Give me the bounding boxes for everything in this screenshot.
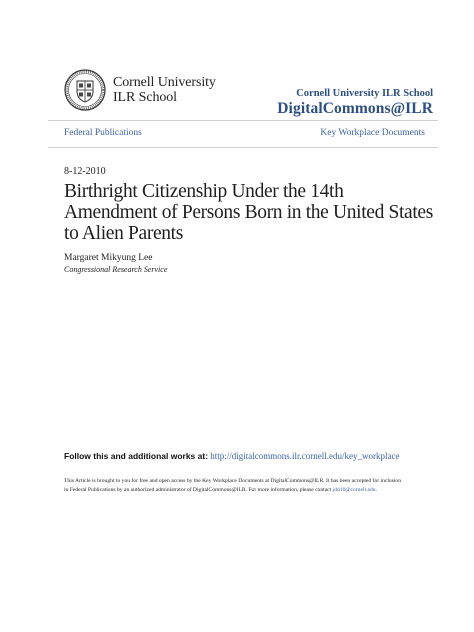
notice-line-2	[64, 486, 424, 495]
logo-school-name: ILR School	[113, 90, 177, 105]
cornell-seal-icon	[64, 69, 106, 111]
repository-brand[interactable]	[277, 88, 433, 118]
contact-email-link[interactable]: jdd10@cornell.edu	[332, 487, 376, 493]
federal-publications-link[interactable]: Federal Publications	[64, 128, 142, 138]
access-notice	[64, 477, 424, 495]
author-affiliation: Congressional Research Service	[64, 265, 168, 274]
brand-site-name: DigitalCommons@ILR	[277, 100, 433, 117]
notice-line-2-text: in Federal Publications by an authorized administrator of DigitalCommons@ILR. For more information, please contact	[64, 487, 332, 493]
notice-line-1: This Article is brought to you for free and open access by the Key Workplace Documents at DigitalCommons@ILR. It has been accepted for inclusion	[64, 478, 402, 484]
nav-divider	[48, 147, 438, 148]
notice-period: .	[375, 487, 377, 493]
follow-label: Follow this and additional works at:	[64, 451, 209, 461]
document-title: Birthright Citizenship Under the 14th Amendment of Persons Born in the United States to Alien Parents	[64, 181, 433, 244]
publication-date: 8-12-2010	[64, 166, 106, 177]
brand-school-name: Cornell University ILR School	[296, 88, 433, 99]
follow-works-link[interactable]: http://digitalcommons.ilr.cornell.edu/key_workplace	[210, 451, 400, 461]
author-name: Margaret Mikyung Lee	[64, 253, 153, 263]
logo-wordmark	[113, 75, 216, 105]
header-divider	[48, 120, 438, 121]
cornell-logo	[64, 69, 214, 113]
key-workplace-documents-link[interactable]: Key Workplace Documents	[320, 128, 425, 138]
follow-works-line	[64, 451, 400, 461]
logo-university-name: Cornell University	[113, 75, 216, 90]
